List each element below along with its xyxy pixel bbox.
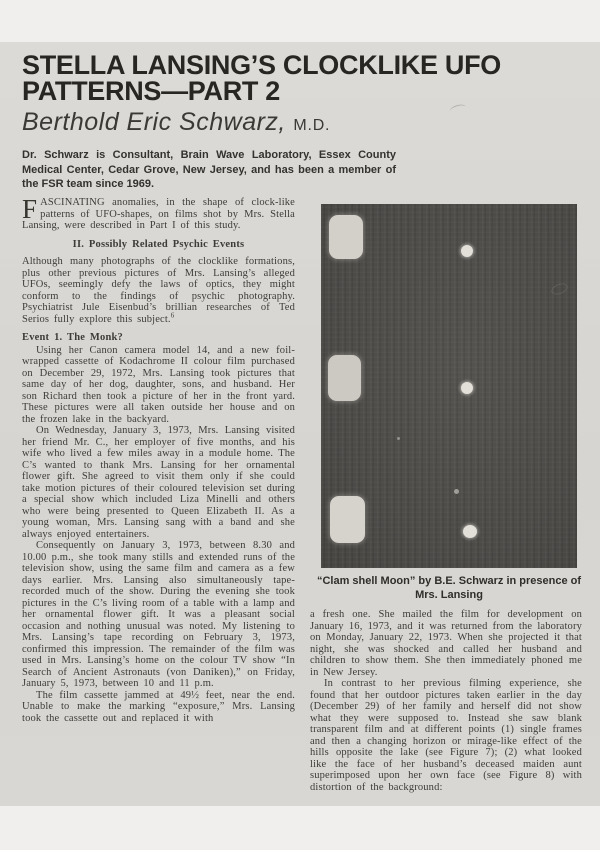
article-title: [22, 52, 562, 104]
paragraph-opening-text: ASCINATING anomalies, in the shape of clock-like patterns of UFO-shapes, on films shot by Mrs. Stella Lansing, were described in Part I of this study.: [22, 197, 295, 231]
magazine-page: [0, 42, 600, 806]
film-sprocket-hole-middle: [328, 355, 361, 401]
paragraph-contrast: In contrast to her previous filming experience, she found that her outdoor pictures taken earlier in the day (December 29) of her family and herself did not show what they were supposed to. Instead she saw blank transparent film and at different points (1) single frames and then a changing horizon or mirage-like effect of the hills opposite the lake (see Figure 7); (2) what looked like the face of her husband’s deceased maiden aunt superimposed upon her own face (see Figure 8) with distortion of the background:: [310, 678, 582, 793]
photo-smudge-artifact: [550, 281, 570, 297]
paragraph-opening: [22, 194, 295, 232]
film-sprocket-hole-top: [329, 215, 363, 259]
author-degree: M.D.: [293, 117, 331, 134]
paragraph-cassette-jam: The film cassette jammed at 49½ feet, near the end. Unable to make the marking “exposure,” Mrs. Lansing took the cassette out and replaced it with: [22, 689, 295, 724]
section-heading: II. Possibly Related Psychic Events: [72, 238, 245, 250]
author-name: Berthold Eric Schwarz,: [22, 108, 286, 136]
event-heading: Event 1. The Monk?: [22, 332, 124, 343]
article-title-line2: PATTERNS—PART 2: [22, 76, 281, 106]
film-sprocket-hole-bottom: [330, 496, 365, 543]
paragraph-visit: On Wednesday, January 3, 1973, Mrs. Lansing visited her friend Mr. C., her employer of five months, and his wife who lived a few miles away in a module home. The C’s wanted to thank Mrs. Lansing for her ornamental flower gift. She agreed to visit them only if she could take motion pictures of their coloured television set during a special show which included Liza Minelli and others who were being presented to Queen Elizabeth II. As a young woman, Mrs. Lansing sang with a band and she always enjoyed entertainers.: [22, 425, 295, 540]
moon-disc-bottom: [463, 525, 477, 538]
moon-disc-middle: [461, 382, 473, 394]
article-title-line1: STELLA LANSING’S CLOCKLIKE UFO: [22, 50, 501, 80]
right-text-column: [310, 609, 582, 793]
clam-shell-moon-photo: [321, 204, 577, 568]
moon-disc-faint: [454, 489, 459, 494]
moon-disc-top: [461, 245, 473, 257]
drop-cap: F: [22, 194, 38, 224]
paragraph-camera: Using her Canon camera model 14, and a new foil-wrapped cassette of Kodachrome II colour film purchased on December 29, 1972, Mrs. Lansing took pictures that same day of her dog, daughter, sons, and husband. Her son Richard then took a picture of her in the front yard. These pictures were all taken outside her house and on the frozen lake in the backyard.: [22, 344, 295, 425]
moon-speck: [397, 437, 400, 440]
author-line: [22, 108, 542, 137]
paragraph-psychic: [22, 256, 295, 325]
left-text-column: [22, 194, 295, 724]
photo-caption: “Clam shell Moon” by B.E. Schwarz in presence of Mrs. Lansing: [316, 575, 582, 601]
author-byline: Dr. Schwarz is Consultant, Brain Wave Laboratory, Essex County Medical Center, Cedar Grove, New Jersey, and has been a member of the FSR team since 1969.: [22, 149, 396, 190]
paragraph-psychic-text: Although many photographs of the clocklike formations, plus other previous pictures of Mrs. Lansing’s alleged UFOs, seemingly defy the laws of optics, they might conform to the findings of psychic photography. Psychiatrist Jule Eisenbud’s brillian researches of Ted Serios fully explore this subject.: [22, 256, 295, 325]
footnote-reference: 6: [170, 311, 175, 319]
paragraph-film-development: a fresh one. She mailed the film for development on January 16, 1973, and it was returned from the laboratory on Monday, January 22, 1973. When she projected it that night, she was shocked and called her husband and children to show them. She then immediately phoned me in New Jersey.: [310, 609, 582, 678]
paragraph-filming: Consequently on January 3, 1973, between 8.30 and 10.00 p.m., she took many stills and extended runs of the television show, using the same film and camera as a few days earlier. Mrs. Lansing also simultaneously tape-recorded much of the show. During the evening she took pictures in the C’s living room of a table with a lamp and her ornamental flower gift. It was a pleasant social occasion and nothing unusual was noted. My listening to Mrs. Lansing’s tape recording on February 3, 1973, confirmed this impression. The remainder of the film was used in Mrs. Lansing’s home on the colour TV show “In Search of Ancient Astronauts (von Daniken),” on Friday, January 5, 1973, between 10 and 11 p.m.: [22, 540, 295, 689]
